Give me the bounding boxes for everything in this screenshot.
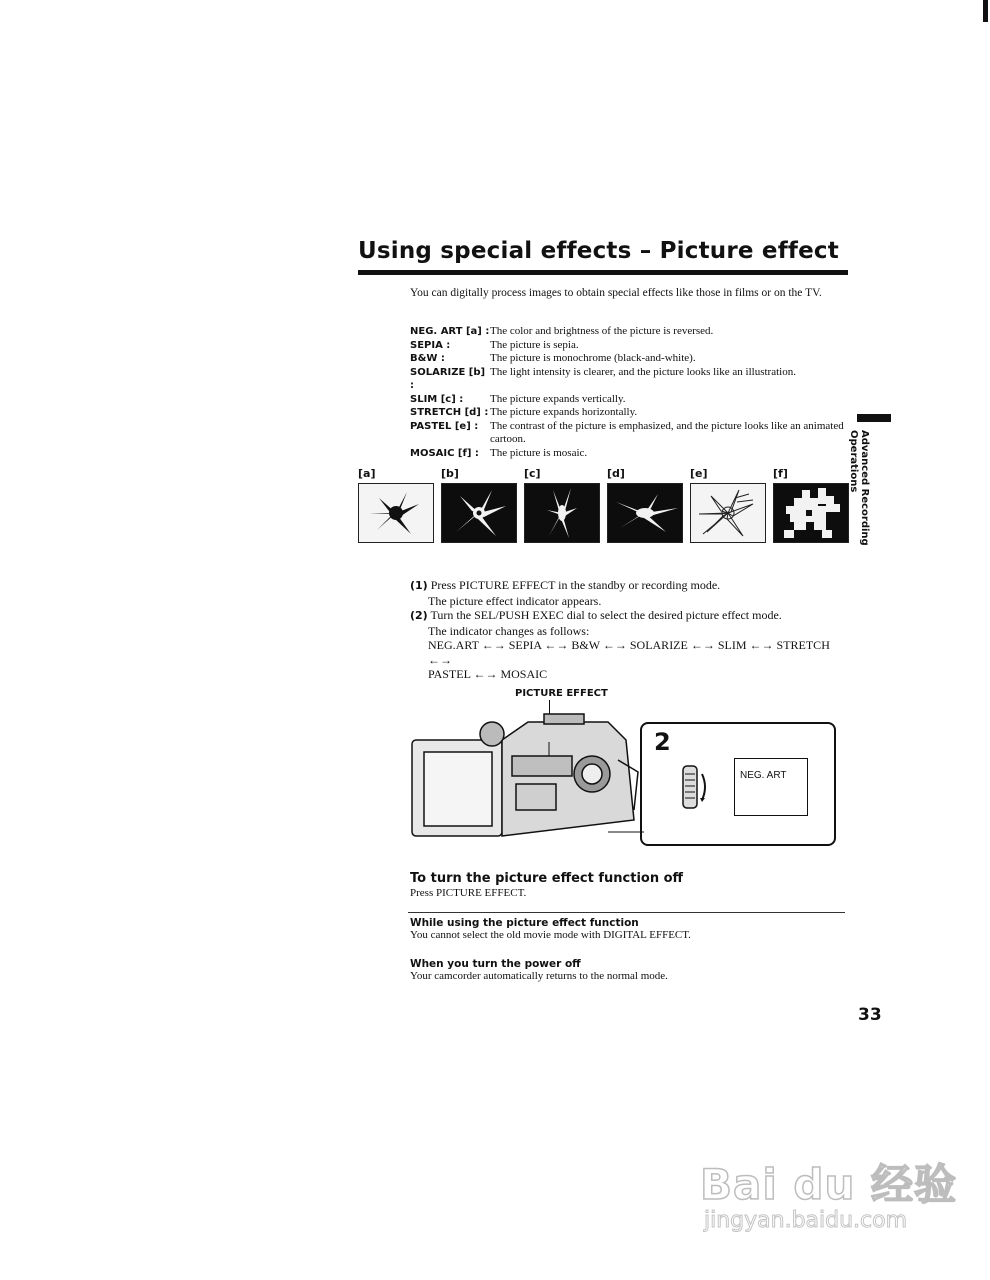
effect-description: The picture expands horizontally.: [490, 406, 638, 418]
step-number: (1): [410, 579, 428, 592]
step-subtext: The picture effect indicator appears.: [428, 593, 602, 608]
section-tab-bar: [857, 414, 891, 422]
note-block: [410, 917, 691, 941]
step-text: Press PICTURE EFFECT in the standby or recording mode.: [430, 578, 721, 592]
baidu-watermark: Bai du 经验: [700, 1160, 957, 1209]
effect-description: The contrast of the picture is emphasized, and the picture looks like an animated cartoon.: [490, 419, 844, 445]
corner-crop-mark: [983, 0, 988, 22]
sel-push-exec-dial-icon: [680, 762, 710, 812]
solarize-lily-image: [441, 483, 517, 543]
effect-row: [410, 366, 850, 393]
mode-sequence-line: PASTEL ←→ MOSAIC: [428, 667, 548, 681]
note-block: [410, 958, 668, 982]
note-body: Your camcorder automatically returns to the normal mode.: [410, 970, 668, 982]
effect-term: PASTEL [e] :: [410, 420, 479, 432]
mosaic-lily-image: [773, 483, 849, 543]
camcorder-illustration: [408, 700, 648, 845]
effect-term: SOLARIZE [b] :: [410, 366, 486, 391]
effect-term: NEG. ART [a] :: [410, 326, 490, 337]
notes-divider: [408, 912, 845, 913]
mode-sequence-line: NEG.ART ←→ SEPIA ←→ B&W ←→ SOLARIZE ←→ SLIM ←→ STRETCH ←→: [428, 638, 830, 667]
page-number: 33: [858, 1005, 882, 1025]
effect-term: STRETCH [d] :: [410, 407, 489, 418]
note-heading: While using the picture effect function: [410, 917, 639, 929]
baidu-watermark-url: jingyan.baidu.com: [704, 1208, 908, 1233]
effect-term: B&W :: [410, 353, 445, 364]
effect-description: The picture is monochrome (black-and-white).: [490, 352, 696, 364]
effect-row: [410, 325, 850, 339]
step-item: [410, 578, 840, 594]
effect-term: MOSAIC [f] :: [410, 447, 479, 459]
effect-row: [410, 420, 850, 447]
effect-term: SEPIA :: [410, 339, 451, 351]
effect-row: [410, 352, 850, 366]
effect-description: The picture expands vertically.: [490, 392, 626, 405]
instruction-steps: [410, 578, 840, 682]
image-label-a: [a]: [358, 467, 376, 480]
picture-effect-callout: PICTURE EFFECT: [515, 688, 608, 699]
step-subtext: The indicator changes as follows:: [428, 623, 590, 638]
page-title: Using special effects – Picture effect: [358, 238, 839, 264]
slim-lily-image: [524, 483, 600, 543]
note-heading: When you turn the power off: [410, 958, 581, 970]
image-label-b: [b]: [441, 467, 459, 480]
effect-description: The picture is sepia.: [490, 338, 579, 351]
neg-art-lily-image: [358, 483, 434, 543]
viewfinder-display: [734, 758, 808, 816]
title-underline: [358, 270, 848, 275]
inset-step-number: 2: [654, 728, 671, 756]
effect-row: [410, 339, 850, 353]
image-label-e: [e]: [690, 467, 708, 480]
effect-row: [410, 406, 850, 420]
step-number: (2): [410, 609, 428, 622]
image-label-f: [f]: [773, 467, 788, 480]
effect-row: [410, 447, 850, 461]
effect-description: The light intensity is clearer, and the picture looks like an illustration.: [490, 365, 796, 378]
pastel-lily-image: [690, 483, 766, 543]
turn-off-body: Press PICTURE EFFECT.: [410, 887, 527, 899]
effect-description: The picture is mosaic.: [490, 446, 588, 459]
effects-list: [410, 325, 850, 460]
effect-term: SLIM [c] :: [410, 393, 464, 405]
image-label-c: [c]: [524, 467, 541, 480]
intro-paragraph: You can digitally process images to obtain special effects like those in films or on the TV.: [410, 287, 822, 299]
effect-row: [410, 393, 850, 407]
image-label-d: [d]: [607, 467, 625, 480]
note-body: You cannot select the old movie mode with DIGITAL EFFECT.: [410, 929, 691, 941]
display-mode-text: NEG. ART: [740, 770, 787, 781]
turn-off-heading: To turn the picture effect function off: [410, 871, 684, 886]
effect-description: The color and brightness of the picture is reversed.: [490, 325, 714, 337]
stretch-lily-image: [607, 483, 683, 543]
step-item: [410, 608, 840, 624]
step-text: Turn the SEL/PUSH EXEC dial to select the desired picture effect mode.: [430, 608, 782, 622]
section-tab-label: Advanced Recording Operations: [848, 430, 870, 546]
